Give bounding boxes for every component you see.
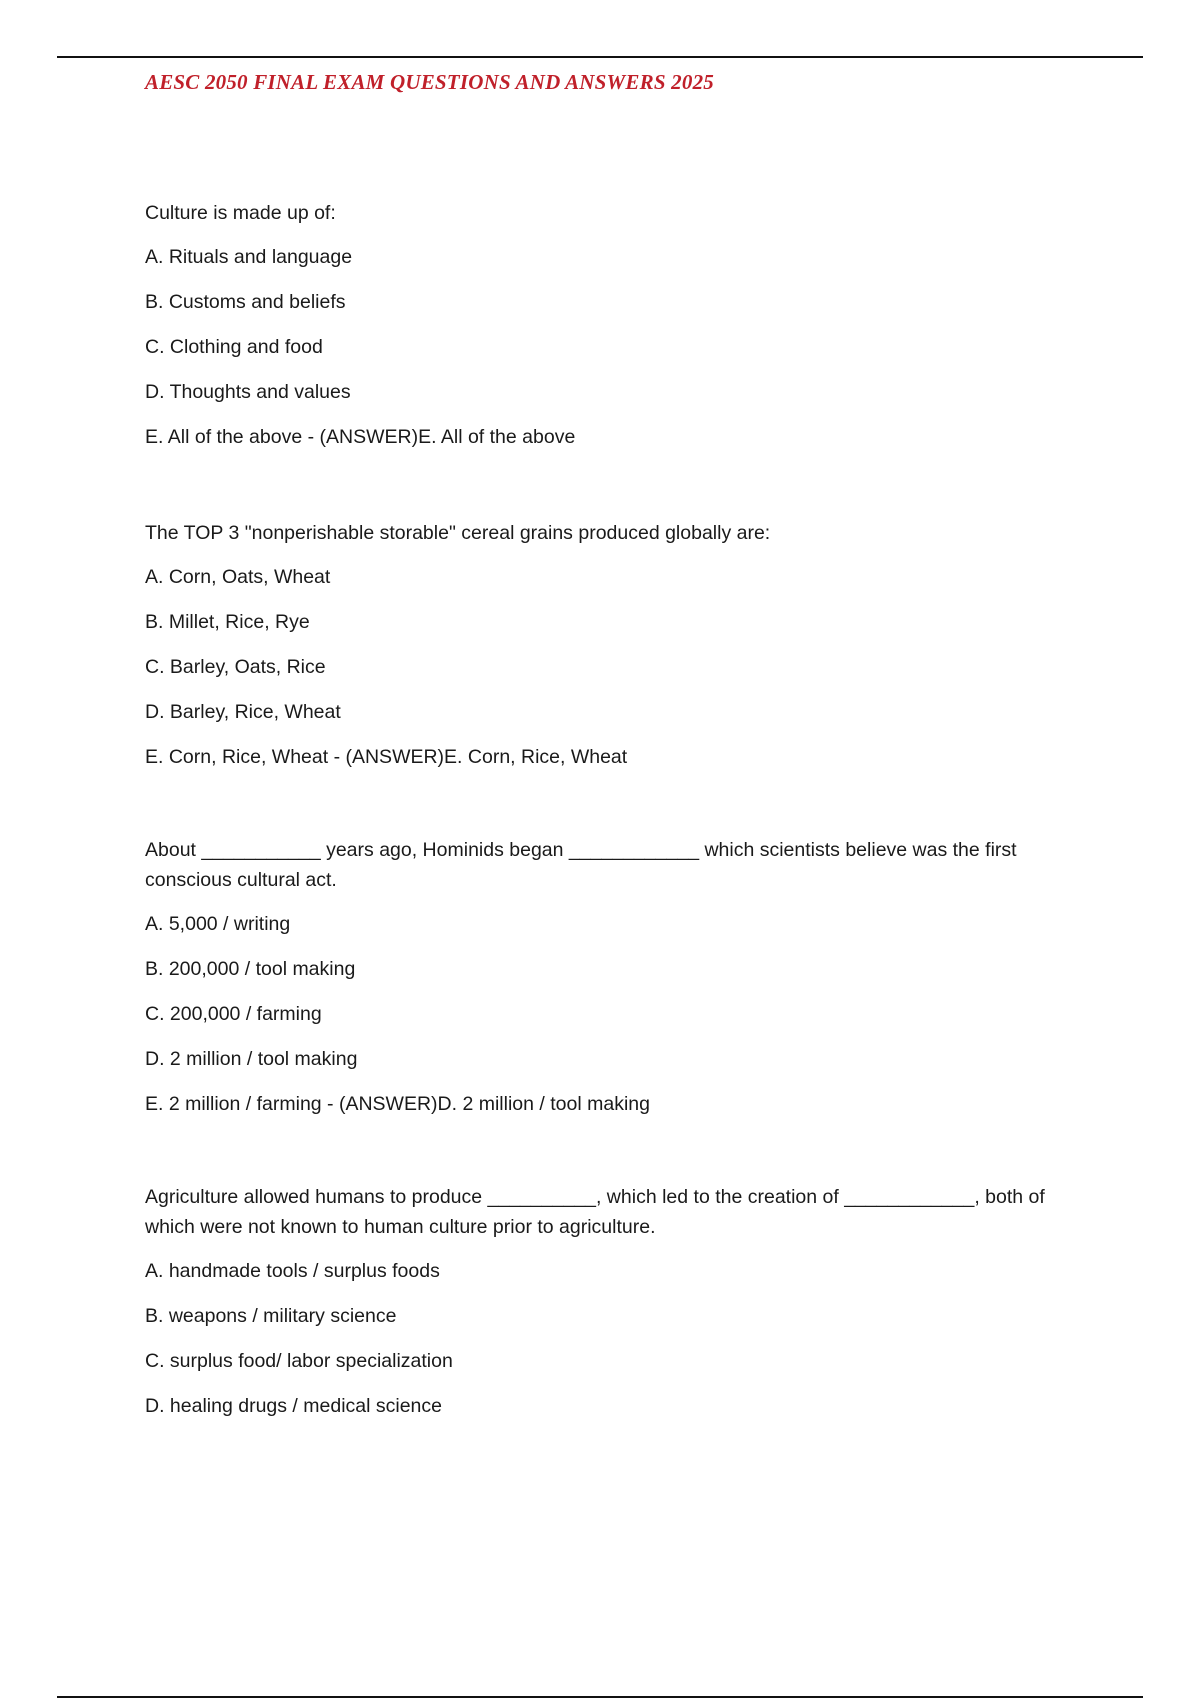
option-item: B. Millet, Rice, Rye: [145, 611, 310, 633]
question-block: [145, 1182, 1085, 1436]
option-item: A. handmade tools / surplus foods: [145, 1260, 440, 1282]
option-list: [145, 242, 1085, 467]
option-item: D. 2 million / tool making: [145, 1048, 358, 1070]
option-item: B. Customs and beliefs: [145, 291, 346, 313]
answer-option-item: E. Corn, Rice, Wheat - (ANSWER)E. Corn, Rice, Wheat: [145, 746, 628, 768]
footer-divider: [57, 1696, 1143, 1698]
option-item: D. Thoughts and values: [145, 381, 351, 403]
option-list: [145, 909, 1085, 1134]
option-item: A. Corn, Oats, Wheat: [145, 566, 331, 588]
option-item: C. 200,000 / farming: [145, 1003, 322, 1025]
question-text: Agriculture allowed humans to produce __________, which led to the creation of ____________, both of which were not known to human culture prior to agriculture.: [145, 1186, 1045, 1238]
option-list: [145, 562, 1085, 787]
question-text: Culture is made up of:: [145, 202, 336, 224]
option-item: D. healing drugs / medical science: [145, 1395, 442, 1417]
question-block: [145, 835, 1085, 1134]
option-item: D. Barley, Rice, Wheat: [145, 701, 341, 723]
option-list: [145, 1256, 1085, 1436]
option-item: C. surplus food/ labor specialization: [145, 1350, 453, 1372]
answer-option-item: E. All of the above - (ANSWER)E. All of the above: [145, 426, 576, 448]
question-text: The TOP 3 "nonperishable storable" cereal grains produced globally are:: [145, 522, 771, 544]
question-block: [145, 198, 1085, 467]
option-item: C. Barley, Oats, Rice: [145, 656, 326, 678]
option-item: C. Clothing and food: [145, 336, 323, 358]
option-item: A. Rituals and language: [145, 246, 353, 268]
header-divider: [57, 56, 1143, 58]
option-item: B. weapons / military science: [145, 1305, 397, 1327]
question-text: About ___________ years ago, Hominids began ____________ which scientists believe was the first conscious cultural act.: [145, 839, 1017, 891]
answer-option-item: E. 2 million / farming - (ANSWER)D. 2 million / tool making: [145, 1093, 650, 1115]
question-block: [145, 518, 1085, 787]
option-item: B. 200,000 / tool making: [145, 958, 356, 980]
document-title: AESC 2050 FINAL EXAM QUESTIONS AND ANSWERS 2025: [145, 70, 714, 94]
option-item: A. 5,000 / writing: [145, 913, 291, 935]
